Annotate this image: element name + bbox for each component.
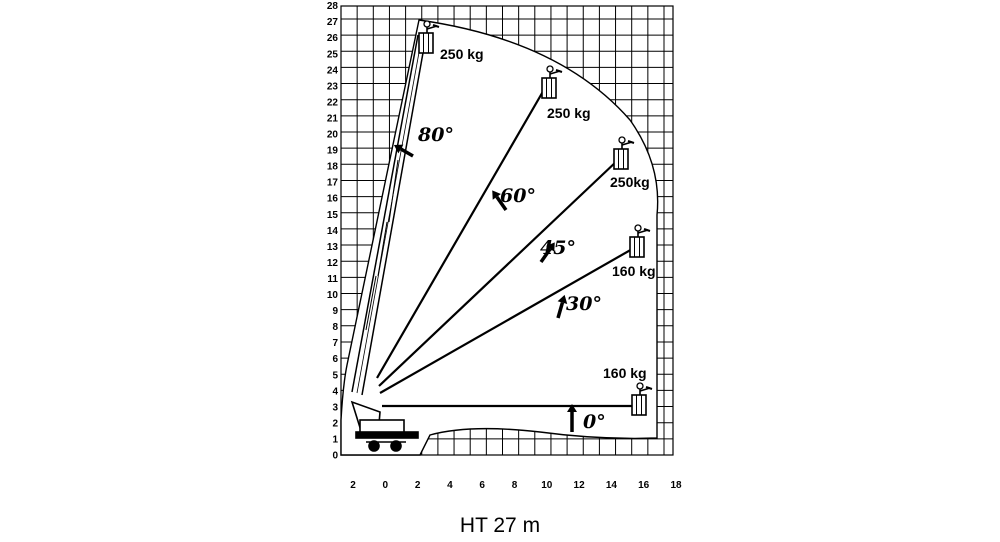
x-tick-label: 2 xyxy=(414,480,421,491)
y-tick-label: 11 xyxy=(327,273,338,285)
y-tick-label: 13 xyxy=(326,241,338,253)
x-tick-label: 14 xyxy=(605,480,617,491)
y-tick-label: 2 xyxy=(332,418,338,430)
angle-label-80deg: 80° xyxy=(418,124,454,146)
y-tick-label: 15 xyxy=(326,209,338,221)
x-tick-label: 0 xyxy=(382,480,389,491)
y-tick-label: 27 xyxy=(326,17,338,29)
y-tick-label: 23 xyxy=(326,81,338,93)
angle-label-45deg: 45° xyxy=(540,237,576,259)
x-tick-label: 12 xyxy=(573,480,585,491)
x-tick-label: 6 xyxy=(479,480,485,491)
y-axis-ticks xyxy=(327,1,339,461)
x-tick-label: 10 xyxy=(541,480,553,491)
x-tick-label: 4 xyxy=(447,480,453,491)
load-label-0deg: 160 kg xyxy=(603,365,647,381)
angle-label-0deg: 0° xyxy=(583,411,606,433)
y-tick-label: 26 xyxy=(326,33,338,45)
y-tick-label: 14 xyxy=(326,225,338,237)
y-tick-label: 28 xyxy=(326,1,338,13)
y-tick-label: 21 xyxy=(326,113,338,125)
y-tick-label: 4 xyxy=(332,386,338,398)
y-tick-label: 5 xyxy=(332,370,338,382)
y-tick-label: 19 xyxy=(326,145,338,157)
y-tick-label: 25 xyxy=(326,49,338,61)
outreach-envelope xyxy=(341,20,658,455)
y-tick-label: 0 xyxy=(332,450,338,462)
y-tick-label: 9 xyxy=(332,306,338,317)
y-tick-label: 10 xyxy=(326,290,338,301)
x-tick-label: 18 xyxy=(670,480,682,491)
y-tick-label: 24 xyxy=(326,65,338,77)
y-tick-label: 3 xyxy=(332,402,338,414)
y-tick-label: 1 xyxy=(332,434,338,446)
load-label-80deg: 250 kg xyxy=(440,46,484,62)
load-label-30deg: 160 kg xyxy=(612,263,656,279)
x-tick-label: 8 xyxy=(511,480,518,491)
y-tick-label: 18 xyxy=(326,161,338,173)
y-tick-label: 20 xyxy=(326,129,338,141)
load-label-60deg: 250 kg xyxy=(547,105,591,121)
diagram-caption: HT 27 m xyxy=(459,514,541,537)
y-tick-label: 7 xyxy=(332,338,338,350)
angle-label-30deg: 30° xyxy=(566,293,602,315)
y-tick-label: 8 xyxy=(332,322,338,334)
y-tick-label: 16 xyxy=(326,193,338,205)
x-tick-label: 2 xyxy=(350,480,356,491)
y-tick-label: 6 xyxy=(332,354,338,366)
x-axis-ticks xyxy=(350,480,682,491)
y-tick-label: 17 xyxy=(326,177,338,189)
y-tick-label: 12 xyxy=(326,257,338,269)
angle-label-60deg: 60° xyxy=(500,185,536,207)
load-label-45deg: 250kg xyxy=(610,174,650,190)
y-tick-label: 22 xyxy=(326,97,338,109)
x-tick-label: 16 xyxy=(638,480,650,491)
